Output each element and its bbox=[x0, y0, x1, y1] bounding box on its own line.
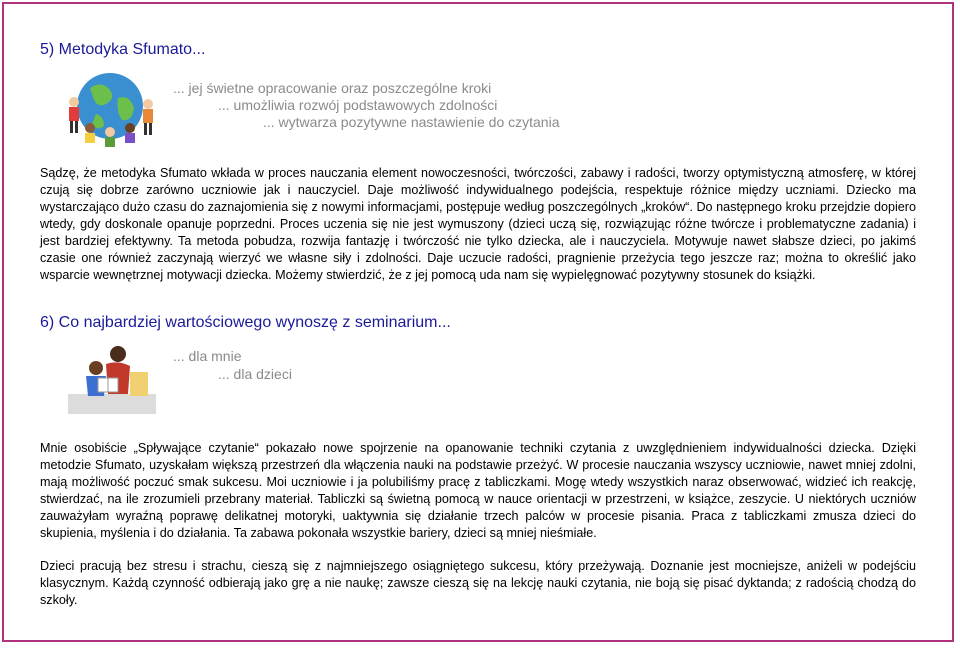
section-5-bullet-2: ... umożliwia rozwój podstawowych zdolności bbox=[218, 97, 498, 113]
section-6-paragraph-2: Dzieci pracują bez stresu i strachu, cieszą się z najmniejszego osiągniętego sukcesu, który przeżywają. Doznanie jest mocniejsze, aniżeli w podejściu klasycznym. Każdą czynność odbierają jako grę a nie naukę; zawsze cieszą się na lekcję nauki czytania, nie boją się pisać dyktanda; z radością chodzą do szkoły. bbox=[40, 559, 916, 607]
section-5-bullet-3: ... wytwarza pozytywne nastawienie do czytania bbox=[263, 114, 560, 130]
section-5-bullet-1: ... jej świetne opracowanie oraz poszczególne kroki bbox=[173, 80, 492, 96]
section-6-paragraph-1: Mnie osobiście „Spływające czytanie“ pokazało nowe spojrzenie na opanowanie techniki czytania z uwzględnieniem indywidualności dziecka. Dzięki metodzie Sfumato, uzyskałam większą przestrzeń dla włączenia nauki na podstawie przeżyć. W procesie nauczania wszyscy uczniowie, nawet mniej zdolni, mają możliwość poczuć smak sukcesu. Moi uczniowie i ja polubiliśmy pracę z tabliczkami. Mogę wtedy wszystkich naraz obserwować, widzieć ich reakcję, stwierdzać, na ile zrozumieli przebrany materiał. Tabliczki są świetną pomocą w nauce orientacji w przestrzeni, w książce, zeszycie. U niektórych uczniów zauważyłam wyraźną poprawę delikatnej motoryki, uaktywnia się działanie trzech palców w procesie pisania. Praca z tabliczkami zmusza dzieci do skupienia, myślenia i do działania. Ta zabawa pokonała wszystkie bariery, dzieci są mniej nieśmiałe. bbox=[40, 441, 916, 540]
globe-children-illustration bbox=[60, 68, 160, 150]
section-6-bullet-2: ... dla dzieci bbox=[218, 366, 292, 382]
section-6-bullet-1: ... dla mnie bbox=[173, 348, 242, 364]
section-5-paragraph: Sądzę, że metodyka Sfumato wkłada w proces nauczania element nowoczesności, twórczości, zabawy i radości, tworzy optymistyczną atmosferę, w której czują się dobrze zarówno uczniowie jak i nauczyciel. Daje możliwość indywidualnego podejścia, respektuje różnice między uczniami. Dziecko ma wystarczająco dużo czasu do zaznajomienia się z nowymi informacjami, postępuje według poszczególnych „kroków“. Do następnego kroku przejdzie dopiero wtedy, gdy doskonale opanuje poprzedni. Proces uczenia się nie jest wymuszony (dzieci uczą się, rozwiązując różne twórcze i problematyczne zadania) i jest bardziej efektywny. Ta metoda pobudza, rozwija fantazję i twórczość nie tylko dziecka, ale i nauczyciela. Motywuje nawet słabsze dzieci, po jakimś czasie one również zaczynają wierzyć we własne siły i zdolności. Daje uczucie radości, pragnienie przeżycia tego jeszcze raz; można to określić jako wsparcie wewnętrznej motywacji dziecka. Możemy stwierdzić, że z jej pomocą uda nam się wypielęgnować pozytywny stosunek do książki. bbox=[40, 166, 916, 282]
section-5-heading: 5) Metodyka Sfumato... bbox=[40, 41, 206, 58]
section-6-heading: 6) Co najbardziej wartościowego wynoszę z seminarium... bbox=[40, 314, 451, 331]
mother-child-reading-illustration bbox=[66, 342, 158, 418]
